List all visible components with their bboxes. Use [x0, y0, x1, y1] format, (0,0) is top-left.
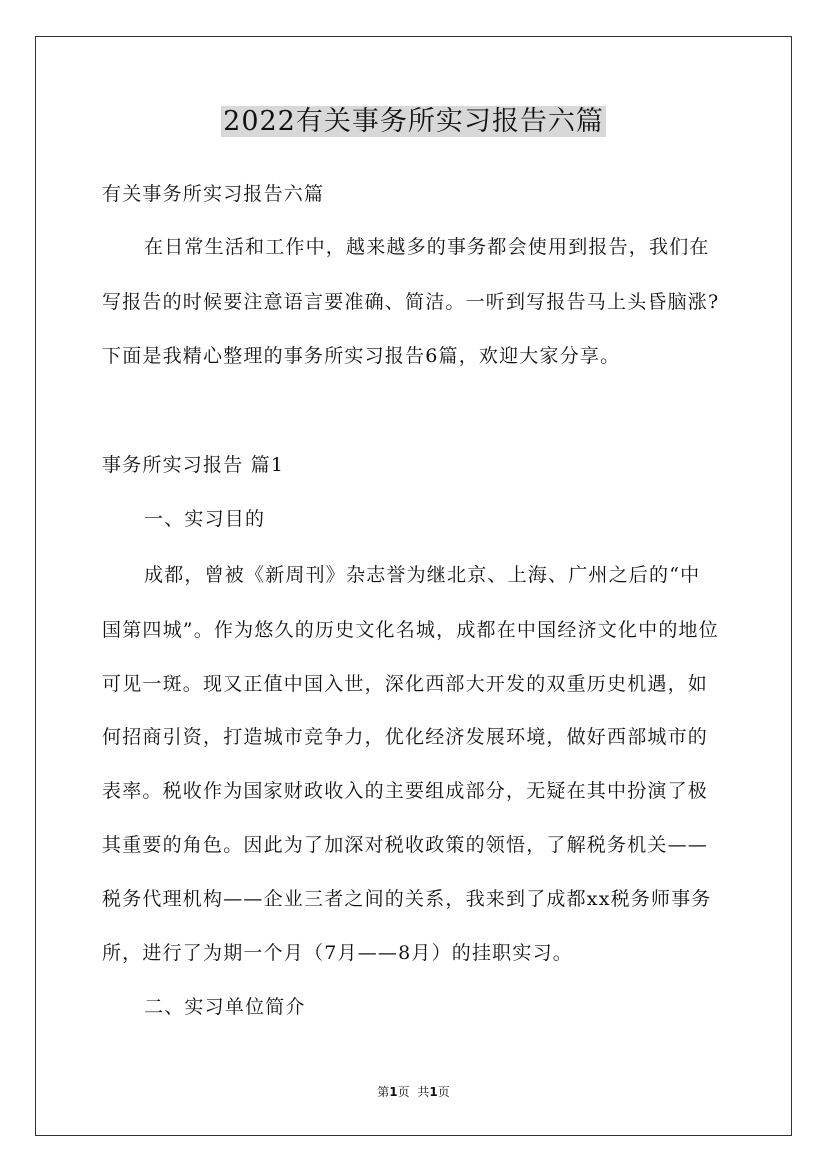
intro-line-1: 在日常生活和工作中，越来越多的事务都会使用到报告，我们在 — [144, 236, 710, 258]
part1-line-5: 表率。税收作为国家财政收入的主要组成部分，无疑在其中扮演了极 — [102, 780, 709, 802]
part1-line-6: 其重要的角色。因此为了加深对税收政策的领悟，了解税务机关—— — [102, 834, 709, 856]
subtitle: 有关事务所实习报告六篇 — [102, 183, 325, 205]
footer-page-current: 1 — [389, 1085, 398, 1099]
part1-line-1: 成都，曾被《新周刊》杂志誉为继北京、上海、广州之后的“中 — [144, 564, 701, 586]
intro-line-3: 下面是我精心整理的事务所实习报告6篇，欢迎大家分享。 — [102, 345, 621, 367]
intro-line-2: 写报告的时候要注意语言要准确、简洁。一听到写报告马上头昏脑涨? — [102, 291, 720, 313]
part1-line-7: 税务代理机构——企业三者之间的关系，我来到了成都xx税务师事务 — [102, 888, 712, 910]
footer-page-suffix: 页 — [397, 1085, 410, 1099]
part1-line-3: 可见一斑。现又正值中国入世，深化西部大开发的双重历史机遇，如 — [102, 673, 709, 695]
page-footer — [0, 1083, 827, 1100]
part1-line-4: 何招商引资，打造城市竞争力，优化经济发展环境，做好西部城市的 — [102, 726, 709, 748]
footer-page-total: 1 — [429, 1085, 438, 1099]
part1-heading: 一、实习目的 — [144, 508, 266, 530]
document-title-text: 2022有关事务所实习报告六篇 — [223, 106, 604, 137]
footer-page-label: 第 — [377, 1085, 390, 1099]
part1-line-2: 国第四城”。作为悠久的历史文化名城，成都在中国经济文化中的地位 — [102, 619, 719, 641]
part1-line-8: 所，进行了为期一个月（7月——8月）的挂职实习。 — [102, 942, 573, 964]
section-heading: 事务所实习报告 篇1 — [102, 454, 285, 476]
footer-total-label: 共 — [417, 1085, 430, 1099]
part2-heading: 二、实习单位简介 — [144, 996, 306, 1018]
footer-total-suffix: 页 — [437, 1085, 450, 1099]
document-title — [0, 102, 827, 142]
